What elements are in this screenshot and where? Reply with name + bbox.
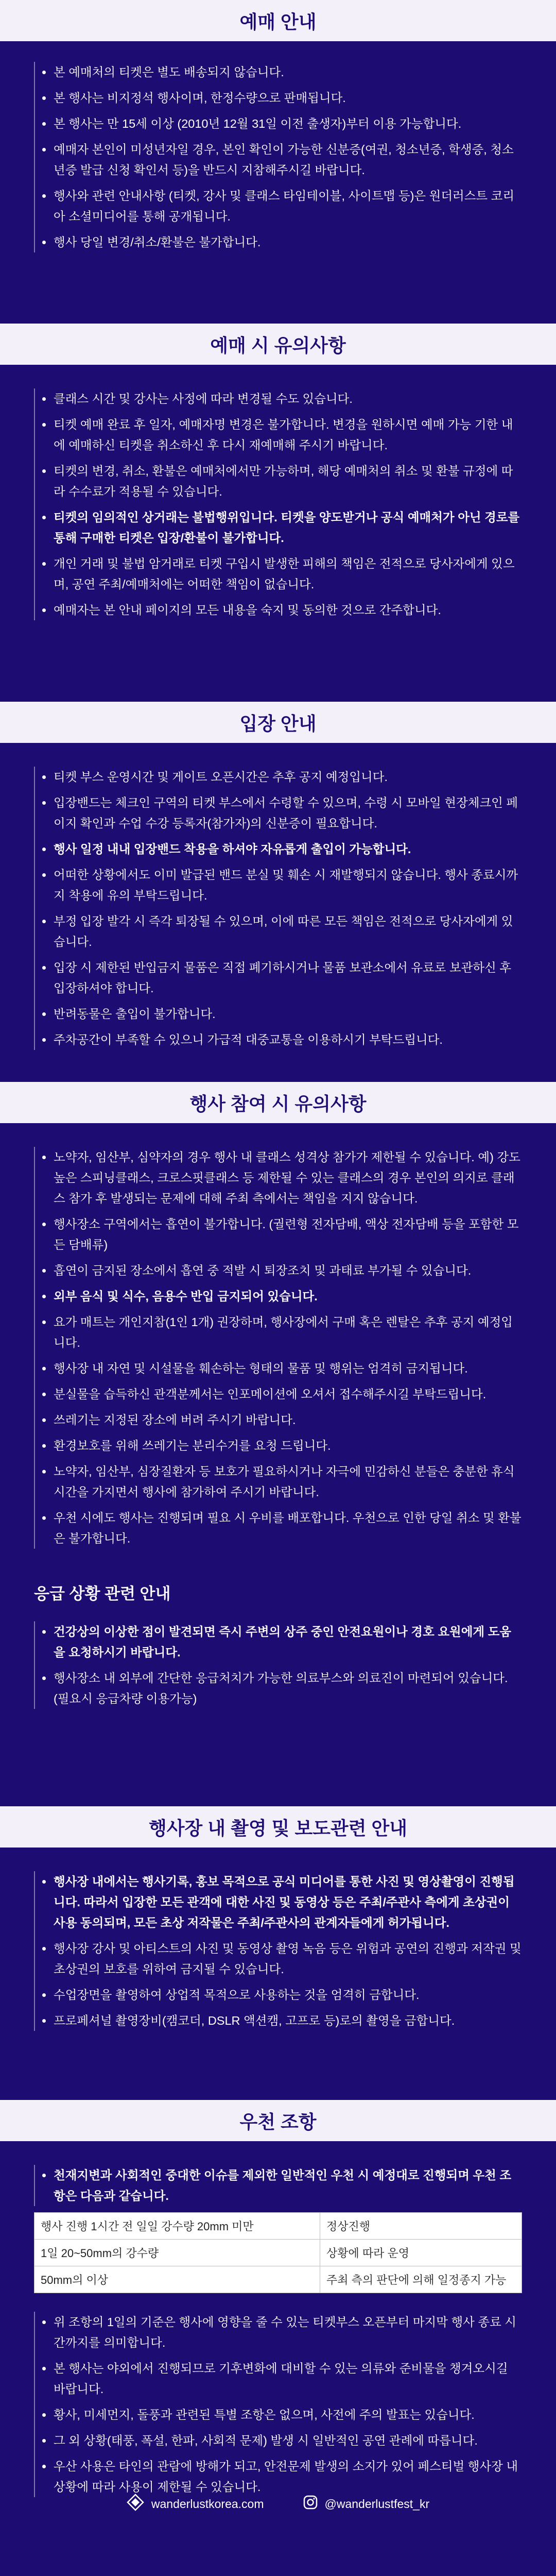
- rain-policy-table: [34, 2212, 522, 2293]
- website-text: wanderlustkorea.com: [151, 2497, 264, 2511]
- section-title-text: 예매 시 유의사항: [210, 334, 346, 356]
- section-body-entry-info: [0, 743, 556, 1082]
- section-title-text: 예매 안내: [239, 11, 317, 32]
- section-body-event-notes: [0, 1123, 556, 1806]
- table-cell: 행사 진행 1시간 전 일일 강수량 20mm 미만: [34, 2213, 320, 2240]
- table-row: [34, 2240, 522, 2266]
- section-title-text: 우천 조항: [239, 2111, 317, 2132]
- list-item: 입장밴드는 체크인 구역의 티켓 부스에서 수령할 수 있으며, 수령 시 모바일 현장체크인 페이지 확인과 수업 수강 등록자(참가자)의 신분증이 필요합니다.: [38, 792, 522, 834]
- list-item: 개인 거래 및 불법 암거래로 티켓 구입시 발생한 피해의 책임은 전적으로 당사자에게 있으며, 공연 주최/예매처에는 어떠한 책임이 없습니다.: [38, 553, 522, 595]
- list-item: 황사, 미세먼지, 돌풍과 관련된 특별 조항은 없으며, 사전에 주의 발표는 있습니다.: [38, 2404, 522, 2425]
- list-item: 티켓 부스 운영시간 및 게이트 오픈시간은 추후 공지 예정입니다.: [38, 767, 522, 787]
- instagram-text: @wanderlustfest_kr: [324, 2497, 430, 2511]
- list-item: 수업장면을 촬영하여 상업적 목적으로 사용하는 것을 엄격히 금합니다.: [38, 1985, 522, 2005]
- list-item: 행사장 강사 및 아티스트의 사진 및 동영상 촬영 녹음 등은 위험과 공연의 진행과 저작권 및 초상권의 보호를 위하여 금지될 수 있습니다.: [38, 1938, 522, 1979]
- list-item: 행사장소 내 외부에 간단한 응급처치가 가능한 의료부스와 의료진이 마련되어 있습니다. (필요시 응급차량 이용가능): [38, 1668, 522, 1709]
- list-item: 본 행사는 비지정석 행사이며, 한정수량으로 판매됩니다.: [38, 88, 522, 108]
- list-item: 그 외 상황(태풍, 폭설, 한파, 사회적 문제) 발생 시 일반적인 공연 관례에 따릅니다.: [38, 2430, 522, 2451]
- list-item: 흡연이 금지된 장소에서 흡연 중 적발 시 퇴장조치 및 과태료 부가될 수 있습니다.: [38, 1260, 522, 1281]
- bullet-list: [38, 1871, 522, 2031]
- list-item: 우천 시에도 행사는 진행되며 필요 시 우비를 배포합니다. 우천으로 인한 당일 취소 및 환불은 불가합니다.: [38, 1507, 522, 1549]
- list-item: 어떠한 상황에서도 이미 발급된 밴드 분실 및 훼손 시 재발행되지 않습니다. 행사 종료시까지 착용에 유의 부탁드립니다.: [38, 865, 522, 906]
- list-item: 요가 매트는 개인지참(1인 1개) 권장하며, 행사장에서 구매 혹은 렌탈은 추후 공지 예정입니다.: [38, 1312, 522, 1353]
- section-title-reservation-info: [0, 0, 556, 41]
- section-title-rain-policy: [0, 2100, 556, 2141]
- list-item: 본 행사는 야외에서 진행되므로 기후변화에 대비할 수 있는 의류와 준비물을 챙겨오시길 바랍니다.: [38, 2358, 522, 2399]
- list-item: 반려동물은 출입이 불가합니다.: [38, 1004, 522, 1024]
- table-row: [34, 2213, 522, 2240]
- footer: [0, 2456, 556, 2551]
- table-row: [34, 2266, 522, 2293]
- list-item: 쓰레기는 지정된 장소에 버려 주시기 바랍니다.: [38, 1410, 522, 1430]
- list-item: 예매자는 본 안내 페이지의 모든 내용을 숙지 및 동의한 것으로 간주합니다.: [38, 600, 522, 620]
- section-title-reservation-notes: [0, 324, 556, 365]
- table-cell: 1일 20~50mm의 강수량: [34, 2240, 320, 2266]
- section-title-filming: [0, 1806, 556, 1848]
- list-item: 외부 음식 및 식수, 음용수 반입 금지되어 있습니다.: [38, 1286, 522, 1307]
- notice-panel: [34, 388, 522, 620]
- section-title-text: 행사 참여 시 유의사항: [189, 1093, 367, 1114]
- list-item: 주차공간이 부족할 수 있으니 가급적 대중교통을 이용하시기 부탁드립니다.: [38, 1029, 522, 1050]
- section-title-entry-info: [0, 702, 556, 743]
- notice-panel: [34, 1147, 522, 1549]
- list-item: 티켓 예매 완료 후 일자, 예매자명 변경은 불가합니다. 변경을 원하시면 예매 가능 기한 내에 예매하신 티켓을 취소하신 후 다시 재예매해 주시기 바랍니다.: [38, 414, 522, 455]
- website-link[interactable]: [127, 2494, 264, 2514]
- list-item: 행사 일정 내내 입장밴드 착용을 하셔야 자유롭게 출입이 가능합니다.: [38, 839, 522, 859]
- section-body-reservation-info: [0, 41, 556, 324]
- table-cell: 정상진행: [320, 2213, 522, 2240]
- table-cell: 상황에 따라 운영: [320, 2240, 522, 2266]
- instagram-link[interactable]: [303, 2495, 430, 2513]
- section-title-text: 입장 안내: [239, 713, 317, 734]
- rain-intro: 천재지변과 사회적인 중대한 이슈를 제외한 일반적인 우천 시 예정대로 진행되며 우천 조항은 다음과 같습니다.: [38, 2165, 522, 2206]
- list-item: 부정 입장 발각 시 즉각 퇴장될 수 있으며, 이에 따른 모든 책임은 전적으로 당사자에게 있습니다.: [38, 911, 522, 952]
- list-item: 본 행사는 만 15세 이상 (2010년 12월 31일 이전 출생자)부터 이용 가능합니다.: [38, 113, 522, 134]
- emergency-subsection: [34, 1581, 522, 1709]
- list-item: 행사와 관련 안내사항 (티켓, 강사 및 클래스 타임테이블, 사이트맵 등)은 원더러스트 코리아 소셜미디어를 통해 공개됩니다.: [38, 185, 522, 227]
- list-item: 행사 당일 변경/취소/환불은 불가합니다.: [38, 232, 522, 252]
- list-item: 노약자, 임산부, 심약자의 경우 행사 내 클래스 성격상 참가가 제한될 수 있습니다. 예) 강도 높은 스피닝클래스, 크로스핏클래스 등 제한될 수 있는 클래스의 경우 본인의 의지로 클래스 참가 후 발생되는 문제에 대해 주최 측에서는 책임을 지지 않습니다.: [38, 1147, 522, 1209]
- table-cell: 주최 측의 판단에 의해 일정종지 가능: [320, 2266, 522, 2293]
- bullet-list: [38, 2165, 522, 2206]
- list-item: 환경보호를 위해 쓰레기는 분리수거를 요청 드립니다.: [38, 1435, 522, 1456]
- notice-panel: [34, 1621, 522, 1709]
- list-item: 노약자, 임산부, 심장질환자 등 보호가 필요하시거나 자극에 민감하신 분들은 충분한 휴식 시간을 가지면서 행사에 참가하여 주시기 바랍니다.: [38, 1461, 522, 1502]
- list-item: 우산 사용은 타인의 관람에 방해가 되고, 안전문제 발생의 소지가 있어 페스티벌 행사장 내 상황에 따라 사용이 제한될 수 있습니다.: [38, 2456, 522, 2497]
- section-title-event-notes: [0, 1082, 556, 1123]
- bullet-list: [38, 1621, 522, 1709]
- list-item: 행사장 내 자연 및 시설물을 훼손하는 형태의 물품 및 행위는 엄격히 금지됩니다.: [38, 1358, 522, 1379]
- list-item: 티켓의 임의적인 상거래는 불법행위입니다. 티켓을 양도받거나 공식 예매처가 아닌 경로를 통해 구매한 티켓은 입장/환불이 불가합니다.: [38, 507, 522, 548]
- list-item: 행사장소 구역에서는 흡연이 불가합니다. (궐련형 전자담배, 액상 전자담배 등을 포함한 모든 담배류): [38, 1214, 522, 1255]
- table-cell: 50mm의 이상: [34, 2266, 320, 2293]
- emergency-title: 응급 상황 관련 안내: [34, 1585, 171, 1603]
- list-item: 건강상의 이상한 점이 발견되면 즉시 주변의 상주 중인 안전요원이나 경호 요원에게 도움을 요청하시기 바랍니다.: [38, 1621, 522, 1663]
- bullet-list: [38, 388, 522, 620]
- section-title-text: 행사장 내 촬영 및 보도관련 안내: [148, 1817, 408, 1839]
- list-item: 입장 시 제한된 반입금지 물품은 직접 폐기하시거나 물품 보관소에서 유료로 보관하신 후 입장하셔야 합니다.: [38, 957, 522, 998]
- list-item: 클래스 시간 및 강사는 사정에 따라 변경될 수도 있습니다.: [38, 388, 522, 409]
- notice-panel: [34, 1871, 522, 2031]
- instagram-icon: [303, 2495, 318, 2513]
- list-item: 프로페셔널 촬영장비(캠코더, DSLR 액션캠, 고프로 등)로의 촬영을 금합니다.: [38, 2010, 522, 2031]
- diamond-logo-icon: [127, 2494, 144, 2514]
- notice-panel: [34, 2165, 522, 2206]
- notice-panel: [34, 62, 522, 252]
- section-body-filming: [0, 1848, 556, 2100]
- list-item: 위 조항의 1일의 기준은 행사에 영향을 줄 수 있는 티켓부스 오픈부터 마지막 행사 종료 시간까지를 의미합니다.: [38, 2312, 522, 2353]
- bullet-list: [38, 1147, 522, 1549]
- list-item: 예매자 본인이 미성년자일 경우, 본인 확인이 가능한 신분증(여권, 청소년증, 학생증, 청소년증 발급 신청 확인서 등)을 반드시 지참해주시길 바랍니다.: [38, 139, 522, 180]
- list-item: 분실물을 습득하신 관객분께서는 인포메이션에 오셔서 접수해주시길 부탁드립니다.: [38, 1384, 522, 1404]
- list-item: 본 예매처의 티켓은 별도 배송되지 않습니다.: [38, 62, 522, 82]
- list-item: 티켓의 변경, 취소, 환불은 예매처에서만 가능하며, 해당 예매처의 취소 및 환불 규정에 따라 수수료가 적용될 수 있습니다.: [38, 461, 522, 502]
- notice-panel: [34, 767, 522, 1050]
- bullet-list: [38, 767, 522, 1050]
- bullet-list: [38, 62, 522, 252]
- section-body-reservation-notes: [0, 365, 556, 702]
- list-item: 행사장 내에서는 행사기록, 홍보 목적으로 공식 미디어를 통한 사진 및 영상촬영이 진행됩니다. 따라서 입장한 모든 관객에 대한 사진 및 동영상 등은 주최/주관사 측에게 초상권이 사용 동의되며, 모든 초상 저작물은 주최/주관사의 관계자들에게 허가됩니다.: [38, 1871, 522, 1933]
